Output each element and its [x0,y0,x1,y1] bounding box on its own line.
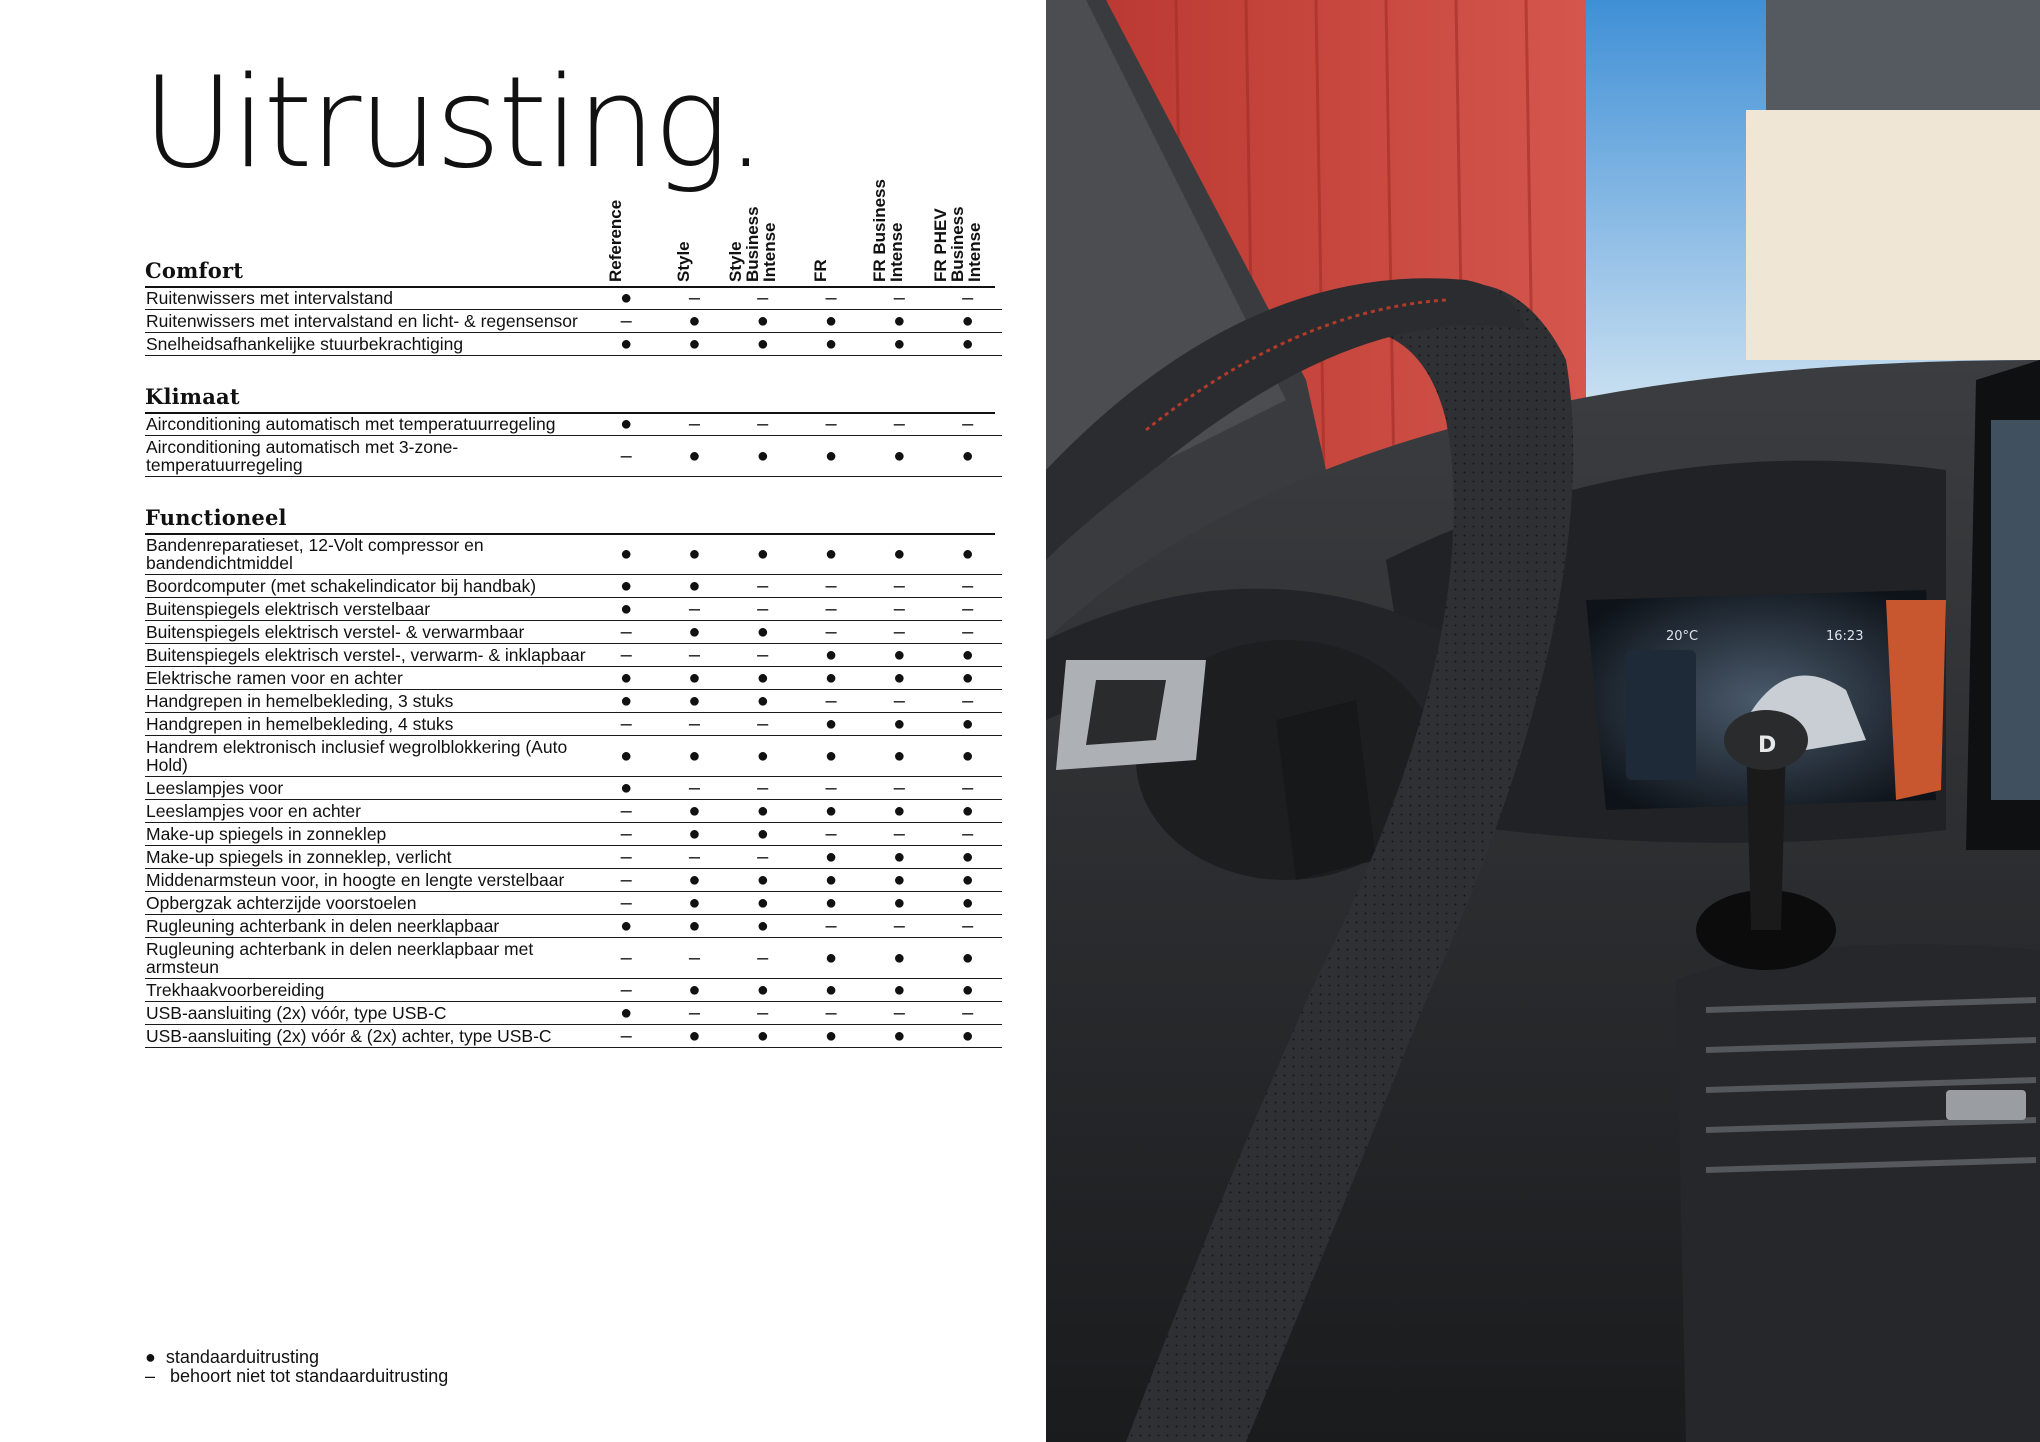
not-standard-dash: – [729,777,797,800]
standard-dot: ● [660,1025,728,1048]
standard-dot: ● [933,800,1001,823]
standard-dot: ● [865,979,933,1002]
standard-dot: ● [865,310,933,333]
not-standard-dash: – [729,287,797,310]
standard-dot: ● [729,892,797,915]
not-standard-dash: – [933,598,1001,621]
legend-item-not-standard: – behoort niet tot standaarduitrusting [145,1366,449,1386]
standard-dot: ● [729,667,797,690]
not-standard-dash: – [660,644,728,667]
standard-dot: ● [865,846,933,869]
standard-dot: ● [729,621,797,644]
feature-label: Leeslampjes voor [145,777,592,800]
not-standard-dash: – [797,575,865,598]
standard-dot: ● [729,736,797,777]
standard-dot: ● [729,690,797,713]
standard-dot: ● [933,436,1001,477]
not-standard-dash: – [592,823,660,846]
feature-label: Snelheidsafhankelijke stuurbekrachtiging [145,333,592,356]
not-standard-dash: – [592,800,660,823]
standard-dot: ● [660,823,728,846]
standard-dot: ● [865,436,933,477]
standard-dot: ● [865,869,933,892]
standard-dot: ● [592,777,660,800]
standard-dot: ● [933,846,1001,869]
standard-dot: ● [865,534,933,575]
standard-dot: ● [797,310,865,333]
feature-label: Buitenspiegels elektrisch verstel- & verwarmbaar [145,621,592,644]
standard-dot: ● [865,736,933,777]
standard-dot: ● [729,436,797,477]
feature-label: Rugleuning achterbank in delen neerklapbaar [145,915,592,938]
table-row [145,800,1002,823]
column-header: FR Business Intense [870,179,906,282]
not-standard-dash: – [660,598,728,621]
table-row [145,413,1002,436]
not-standard-dash: – [592,846,660,869]
feature-label: Make-up spiegels in zonneklep, verlicht [145,846,592,869]
standard-dot: ● [865,644,933,667]
standard-dot: ● [660,800,728,823]
standard-dot: ● [729,800,797,823]
standard-dot: ● [729,869,797,892]
standard-dot: ● [592,598,660,621]
standard-dot: ● [797,534,865,575]
standard-dot: ● [933,333,1001,356]
standard-dot: ● [797,846,865,869]
standard-dot: ● [660,333,728,356]
feature-label: USB-aansluiting (2x) vóór & (2x) achter, type USB-C [145,1025,592,1048]
table-row [145,892,1002,915]
not-standard-dash: – [865,287,933,310]
standard-dot: ● [933,534,1001,575]
not-standard-dash: – [865,777,933,800]
standard-dot: ● [797,667,865,690]
standard-dot: ● [933,892,1001,915]
not-standard-dash: – [729,598,797,621]
standard-dot: ● [592,915,660,938]
section-title: Comfort [145,258,244,283]
column-header: FR [810,259,830,282]
dash-time: 16:23 [1826,629,1864,644]
standard-dot: ● [592,1002,660,1025]
not-standard-dash: – [592,892,660,915]
standard-dot: ● [592,667,660,690]
not-standard-dash: – [797,690,865,713]
not-standard-dash: – [797,915,865,938]
feature-label: Bandenreparatieset, 12-Volt compressor en bandendichtmiddel [145,534,592,575]
not-standard-dash: – [660,413,728,436]
not-standard-dash: – [592,869,660,892]
standard-dot: ● [729,915,797,938]
not-standard-dash: – [729,846,797,869]
standard-dot: ● [797,713,865,736]
feature-label: USB-aansluiting (2x) vóór, type USB-C [145,1002,592,1025]
standard-dot: ● [660,575,728,598]
table-row [145,598,1002,621]
not-standard-dash: – [933,1002,1001,1025]
table-row [145,979,1002,1002]
standard-dot: ● [933,979,1001,1002]
gear-indicator: D [1758,733,1777,758]
steering-wheel-dashboard-illustration [1046,0,2040,1442]
standard-dot: ● [933,1025,1001,1048]
feature-label: Handrem elektronisch inclusief wegrolblokkering (Auto Hold) [145,736,592,777]
standard-dot: ● [797,736,865,777]
column-header: Reference [605,199,625,282]
standard-dot: ● [660,869,728,892]
table-row [145,310,1002,333]
standard-dot: ● [797,892,865,915]
column-header: Style Business Intense [725,206,779,282]
not-standard-dash: – [865,823,933,846]
not-standard-dash: – [592,713,660,736]
legend [145,1348,448,1386]
standard-dot: ● [933,667,1001,690]
not-standard-dash: – [865,915,933,938]
standard-dot: ● [933,736,1001,777]
standard-dot: ● [865,667,933,690]
not-standard-dash: – [592,979,660,1002]
not-standard-dash: – [797,621,865,644]
not-standard-dash: – [933,823,1001,846]
legend-item-standard: ● standaarduitrusting [145,1347,319,1367]
not-standard-dash: – [660,846,728,869]
not-standard-dash: – [729,644,797,667]
table-row [145,287,1002,310]
table-row [145,736,1002,777]
feature-label: Leeslampjes voor en achter [145,800,592,823]
table-row [145,869,1002,892]
column-header: Style [673,241,693,282]
standard-dot: ● [933,938,1001,979]
standard-dot: ● [729,823,797,846]
standard-dot: ● [660,736,728,777]
dash-temp: 20°C [1666,629,1699,644]
not-standard-dash: – [729,713,797,736]
table-row [145,713,1002,736]
not-standard-dash: – [933,575,1001,598]
column-header: FR PHEV Business Intense [930,206,984,282]
feature-label: Ruitenwissers met intervalstand [145,287,592,310]
page-title: Uitrusting. [142,49,763,196]
table-row [145,534,1002,575]
feature-label: Airconditioning automatisch met temperatuurregeling [145,413,592,436]
standard-dot: ● [933,644,1001,667]
standard-dot: ● [592,690,660,713]
not-standard-dash: – [933,621,1001,644]
table-row [145,777,1002,800]
feature-label: Handgrepen in hemelbekleding, 4 stuks [145,713,592,736]
not-standard-dash: – [729,575,797,598]
table-row [145,644,1002,667]
standard-dot: ● [592,575,660,598]
not-standard-dash: – [865,413,933,436]
not-standard-dash: – [660,938,728,979]
section-title: Functioneel [145,505,287,530]
not-standard-dash: – [797,598,865,621]
standard-dot: ● [660,667,728,690]
not-standard-dash: – [933,690,1001,713]
feature-label: Rugleuning achterbank in delen neerklapbaar met armsteun [145,938,592,979]
standard-dot: ● [729,1025,797,1048]
standard-dot: ● [660,915,728,938]
not-standard-dash: – [660,777,728,800]
standard-dot: ● [797,333,865,356]
spec-table [145,413,1002,477]
table-row [145,436,1002,477]
feature-label: Middenarmsteun voor, in hoogte en lengte verstelbaar [145,869,592,892]
not-standard-dash: – [797,287,865,310]
table-row [145,621,1002,644]
standard-dot: ● [660,979,728,1002]
standard-dot: ● [660,690,728,713]
table-row [145,690,1002,713]
not-standard-dash: – [660,287,728,310]
standard-dot: ● [729,979,797,1002]
standard-dot: ● [797,644,865,667]
standard-dot: ● [592,534,660,575]
interior-photo [1046,0,2040,1442]
not-standard-dash: – [865,575,933,598]
not-standard-dash: – [797,777,865,800]
not-standard-dash: – [729,1002,797,1025]
table-row [145,575,1002,598]
not-standard-dash: – [592,644,660,667]
standard-dot: ● [660,892,728,915]
not-standard-dash: – [865,690,933,713]
not-standard-dash: – [933,777,1001,800]
table-row [145,333,1002,356]
standard-dot: ● [797,800,865,823]
standard-dot: ● [592,333,660,356]
standard-dot: ● [729,333,797,356]
not-standard-dash: – [729,938,797,979]
spec-table [145,287,1002,356]
not-standard-dash: – [592,436,660,477]
standard-dot: ● [933,713,1001,736]
feature-label: Trekhaakvoorbereiding [145,979,592,1002]
not-standard-dash: – [592,938,660,979]
not-standard-dash: – [592,621,660,644]
standard-dot: ● [797,869,865,892]
standard-dot: ● [865,1025,933,1048]
not-standard-dash: – [660,713,728,736]
standard-dot: ● [729,310,797,333]
not-standard-dash: – [797,413,865,436]
standard-dot: ● [865,800,933,823]
feature-label: Ruitenwissers met intervalstand en licht- & regensensor [145,310,592,333]
not-standard-dash: – [865,621,933,644]
feature-label: Handgrepen in hemelbekleding, 3 stuks [145,690,592,713]
table-row [145,1002,1002,1025]
not-standard-dash: – [933,413,1001,436]
standard-dot: ● [797,1025,865,1048]
feature-label: Buitenspiegels elektrisch verstelbaar [145,598,592,621]
feature-label: Make-up spiegels in zonneklep [145,823,592,846]
standard-dot: ● [865,938,933,979]
not-standard-dash: – [660,1002,728,1025]
standard-dot: ● [865,892,933,915]
not-standard-dash: – [729,413,797,436]
feature-label: Boordcomputer (met schakelindicator bij handbak) [145,575,592,598]
standard-dot: ● [660,621,728,644]
not-standard-dash: – [797,1002,865,1025]
standard-dot: ● [592,287,660,310]
not-standard-dash: – [933,287,1001,310]
not-standard-dash: – [797,823,865,846]
not-standard-dash: – [933,915,1001,938]
spec-table [145,534,1002,1048]
table-row [145,846,1002,869]
standard-dot: ● [592,736,660,777]
table-row [145,915,1002,938]
table-row [145,938,1002,979]
not-standard-dash: – [592,310,660,333]
table-row [145,823,1002,846]
standard-dot: ● [933,310,1001,333]
table-row [145,667,1002,690]
standard-dot: ● [592,413,660,436]
standard-dot: ● [660,534,728,575]
standard-dot: ● [797,436,865,477]
not-standard-dash: – [865,598,933,621]
standard-dot: ● [865,713,933,736]
feature-label: Elektrische ramen voor en achter [145,667,592,690]
not-standard-dash: – [592,1025,660,1048]
standard-dot: ● [865,333,933,356]
standard-dot: ● [660,310,728,333]
feature-label: Buitenspiegels elektrisch verstel-, verwarm- & inklapbaar [145,644,592,667]
standard-dot: ● [797,938,865,979]
standard-dot: ● [797,979,865,1002]
standard-dot: ● [660,436,728,477]
feature-label: Airconditioning automatisch met 3-zone-temperatuurregeling [145,436,592,477]
standard-dot: ● [933,869,1001,892]
feature-label: Opbergzak achterzijde voorstoelen [145,892,592,915]
section-title: Klimaat [145,384,240,409]
standard-dot: ● [729,534,797,575]
not-standard-dash: – [865,1002,933,1025]
table-row [145,1025,1002,1048]
